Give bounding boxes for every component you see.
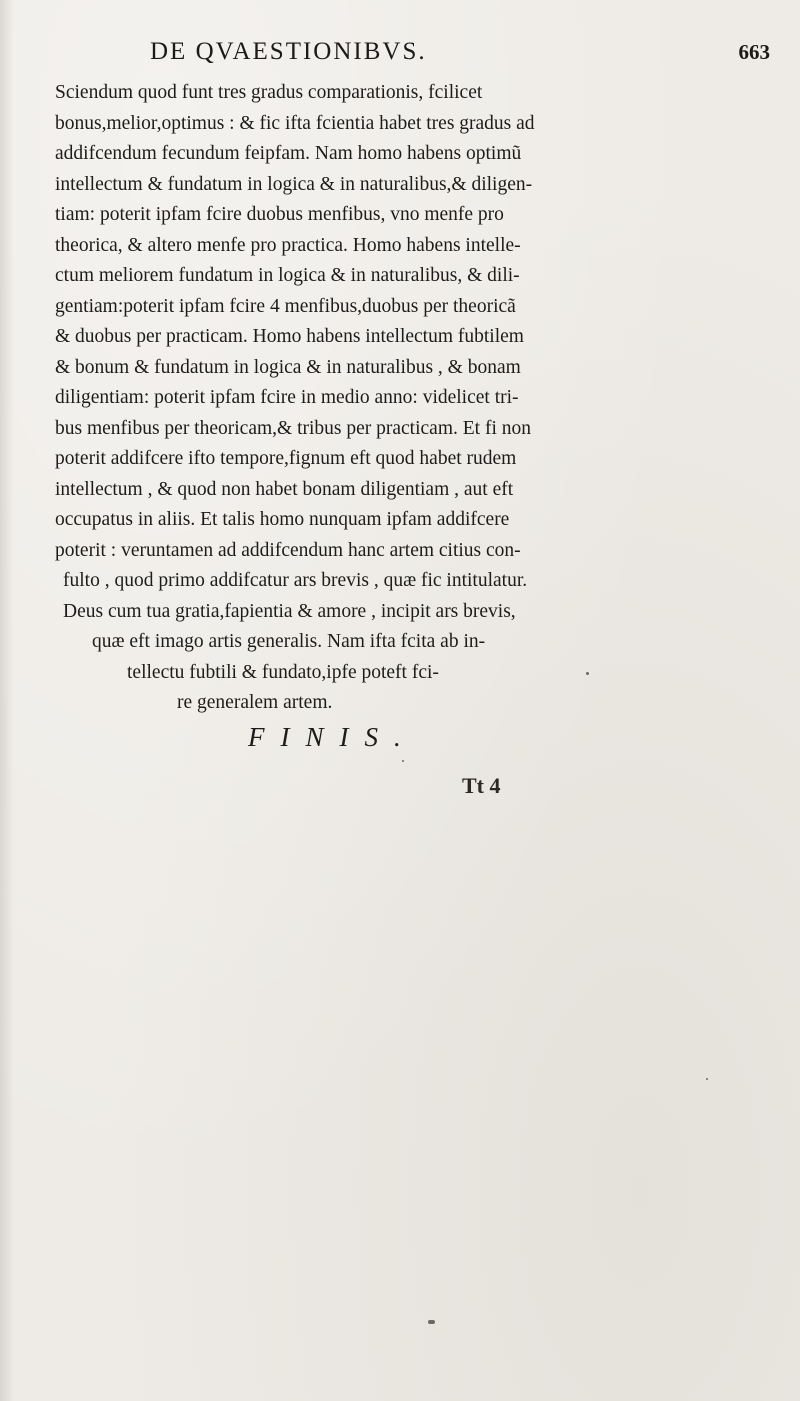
text-line: intellectum & fundatum in logica & in naturalibus,& diligen-: [55, 173, 533, 195]
text-line: occupatus in aliis. Et talis homo nunquam ipfam addifcere: [55, 509, 510, 530]
text-line: diligentiam: poterit ipfam fcire in medio anno: videlicet tri-: [55, 387, 519, 408]
text-line: bonus,melior,optimus : & fic ifta fcientia habet tres gradus ad: [55, 112, 535, 134]
text-line: gentiam:poterit ipfam fcire 4 menfibus,duobus per theoricã: [55, 295, 516, 317]
page-gutter-shadow: [0, 0, 14, 1401]
finis-colophon: FINIS.: [248, 722, 417, 752]
text-line: quæ eft imago artis generalis. Nam ifta fcita ab in-: [92, 631, 486, 652]
paper-speck: [402, 760, 404, 762]
signature-mark: Tt 4: [462, 773, 501, 798]
text-line: tiam: poterit ipfam fcire duobus menfibus, vno menfe pro: [55, 204, 504, 225]
paper-speck: [706, 1078, 708, 1080]
text-line: Sciendum quod funt tres gradus comparationis, fcilicet: [55, 82, 483, 103]
text-line: & duobus per practicam. Homo habens intellectum fubtilem: [55, 326, 524, 347]
text-line: intellectum , & quod non habet bonam diligentiam , aut eft: [55, 478, 514, 500]
running-title: DE QVAESTIONIBVS.: [150, 38, 427, 65]
text-line: addifcendum fecundum feipfam. Nam homo habens optimũ: [55, 143, 522, 164]
text-line: poterit addifcere ifto tempore,fignum eft quod habet rudem: [55, 448, 517, 469]
running-head: [150, 38, 770, 74]
text-line: re generalem artem.: [177, 692, 333, 713]
text-line: & bonum & fundatum in logica & in naturalibus , & bonam: [55, 356, 521, 378]
text-line: ctum meliorem fundatum in logica & in naturalibus, & dili-: [55, 265, 520, 286]
text-line: poterit : veruntamen ad addifcendum hanc artem citius con-: [55, 539, 521, 561]
page-number: 663: [738, 40, 770, 64]
text-line: bus menfibus per theoricam,& tribus per practicam. Et fi non: [55, 417, 531, 439]
text-line: theorica, & altero menfe pro practica. Homo habens intelle-: [55, 234, 521, 256]
text-line: fulto , quod primo addifcatur ars brevis , quæ fic intitulatur.: [63, 570, 528, 591]
text-line: tellectu fubtili & fundato,ipfe poteft fci-: [127, 661, 439, 683]
text-line: Deus cum tua gratia,fapientia & amore , incipit ars brevis,: [63, 600, 516, 622]
paper-speck: [586, 672, 589, 675]
paper-speck: [428, 1320, 435, 1324]
body-text: [55, 78, 775, 719]
